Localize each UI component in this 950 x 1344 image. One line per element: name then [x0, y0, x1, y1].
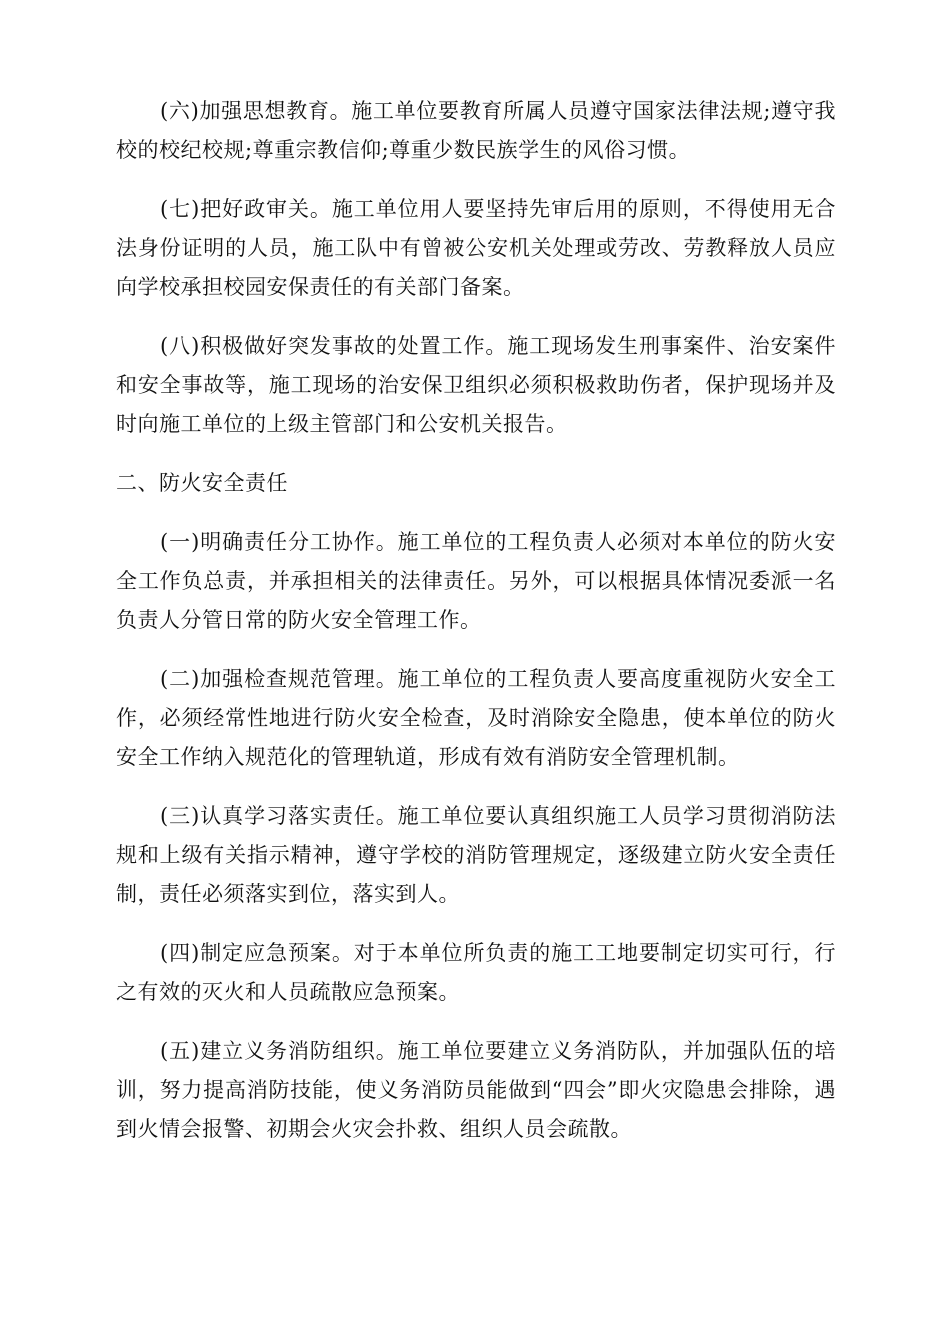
paragraph-item-8: (八)积极做好突发事故的处置工作。施工现场发生刑事案件、治安案件和安全事故等，施工现场的治安保卫组织必须积极救助伤者，保护现场并及时向施工单位的上级主管部门和公安机关报告。: [116, 334, 836, 436]
section-heading-fire-safety: 二、防火安全责任: [116, 471, 288, 495]
document-page: [116, 92, 836, 1149]
fire-safety-paragraph-5: (五)建立义务消防组织。施工单位要建立义务消防队，并加强队伍的培训，努力提高消防技能，使义务消防员能做到“四会”即火灾隐患会排除，遇到火情会报警、初期会火灾会扑救、组织人员会疏散。: [116, 1039, 836, 1141]
fire-safety-paragraph-3: (三)认真学习落实责任。施工单位要认真组织施工人员学习贯彻消防法规和上级有关指示精神，遵守学校的消防管理规定，逐级建立防火安全责任制，责任必须落实到位，落实到人。: [116, 804, 836, 906]
fire-safety-paragraph-2: (二)加强检查规范管理。施工单位的工程负责人要高度重视防火安全工作，必须经常性地进行防火安全检查，及时消除安全隐患，使本单位的防火安全工作纳入规范化的管理轨道，形成有效有消防安全管理机制。: [116, 667, 836, 769]
paragraph-item-6: (六)加强思想教育。施工单位要教育所属人员遵守国家法律法规;遵守我校的校纪校规;尊重宗教信仰;尊重少数民族学生的风俗习惯。: [116, 99, 836, 162]
fire-safety-paragraph-1: (一)明确责任分工协作。施工单位的工程负责人必须对本单位的防火安全工作负总责，并承担相关的法律责任。另外，可以根据具体情况委派一名负责人分管日常的防火安全管理工作。: [116, 530, 836, 632]
paragraph-item-7: (七)把好政审关。施工单位用人要坚持先审后用的原则，不得使用无合法身份证明的人员，施工队中有曾被公安机关处理或劳改、劳教释放人员应向学校承担校园安保责任的有关部门备案。: [116, 197, 836, 299]
fire-safety-paragraph-4: (四)制定应急预案。对于本单位所负责的施工工地要制定切实可行，行之有效的灭火和人员疏散应急预案。: [116, 941, 836, 1004]
